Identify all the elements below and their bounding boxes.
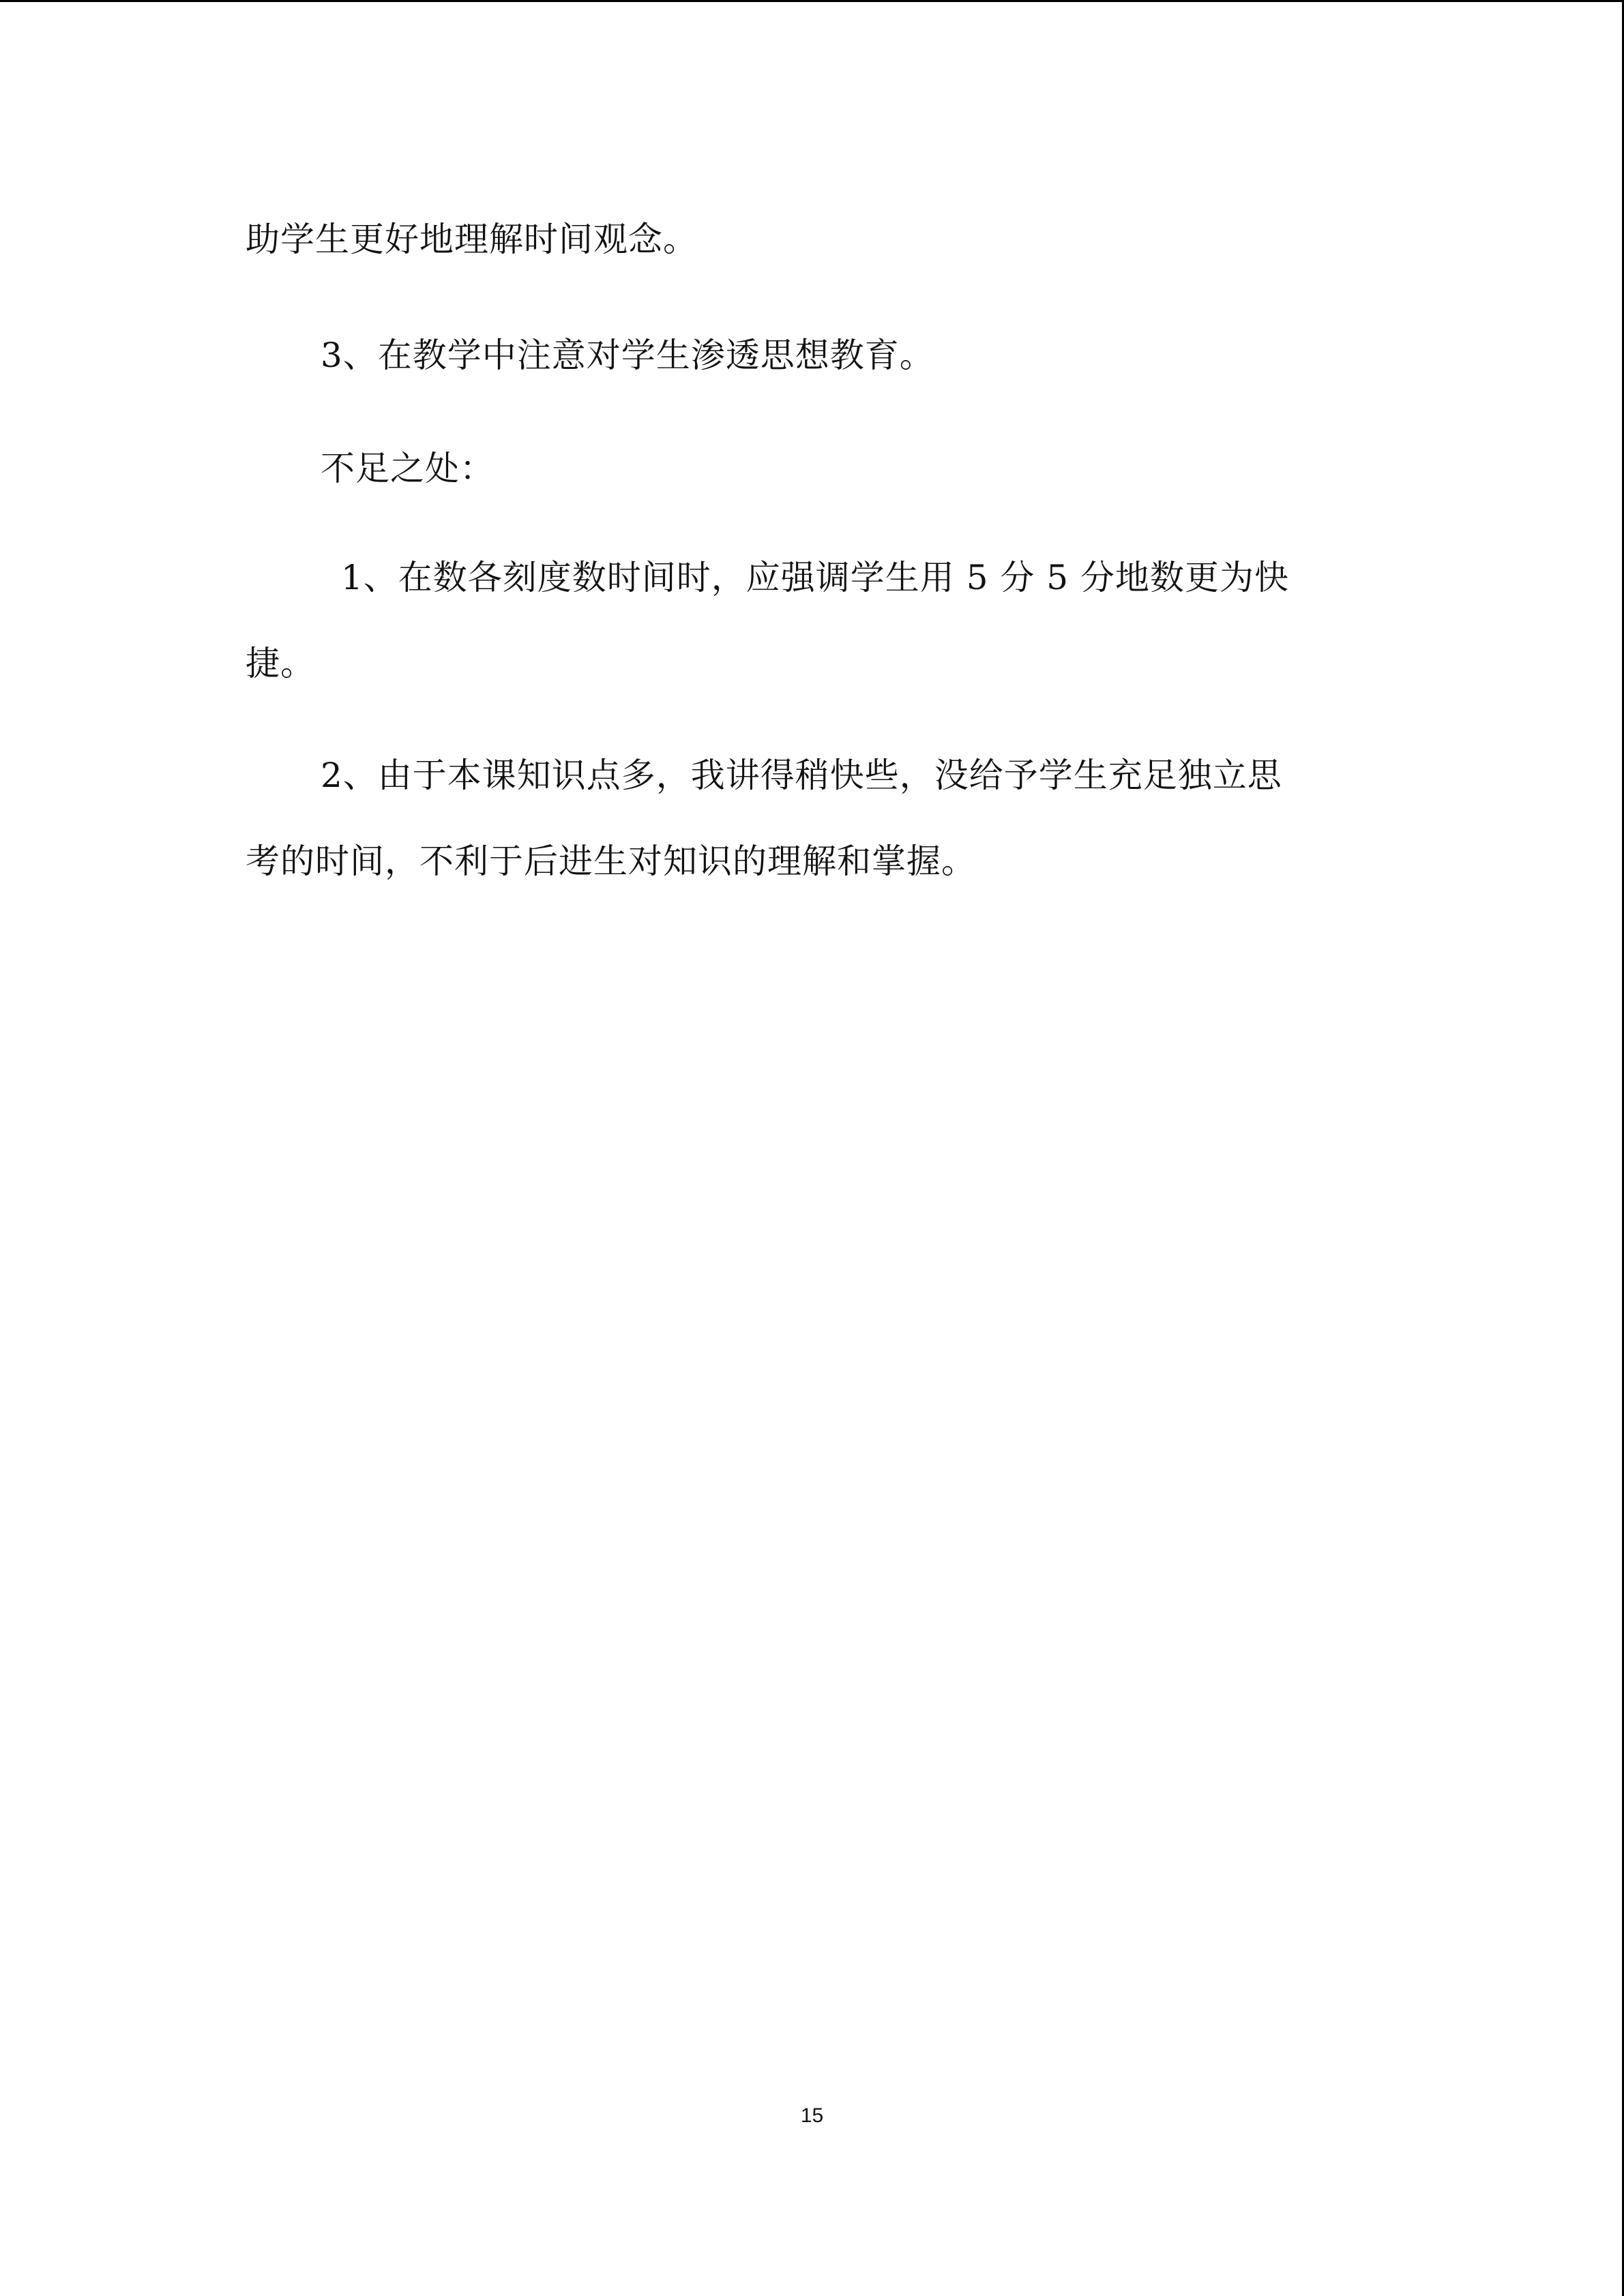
paragraph-line-7: 考的时间，不利于后进生对知识的理解和掌握。: [246, 841, 976, 881]
paragraph-line-4: 1、在数各刻度数时间时，应强调学生用 5 分 5 分地数更为快: [341, 558, 1290, 597]
paragraph-line-5: 捷。: [246, 644, 315, 683]
paragraph-line-6: 2、由于本课知识点多，我讲得稍快些，没给予学生充足独立思: [321, 756, 1282, 795]
paragraph-line-1: 助学生更好地理解时间观念。: [246, 220, 698, 259]
page-number: 15: [800, 2104, 824, 2127]
paragraph-line-2: 3、在教学中注意对学生渗透思想教育。: [321, 336, 934, 375]
section-heading: 不足之处：: [321, 449, 494, 488]
